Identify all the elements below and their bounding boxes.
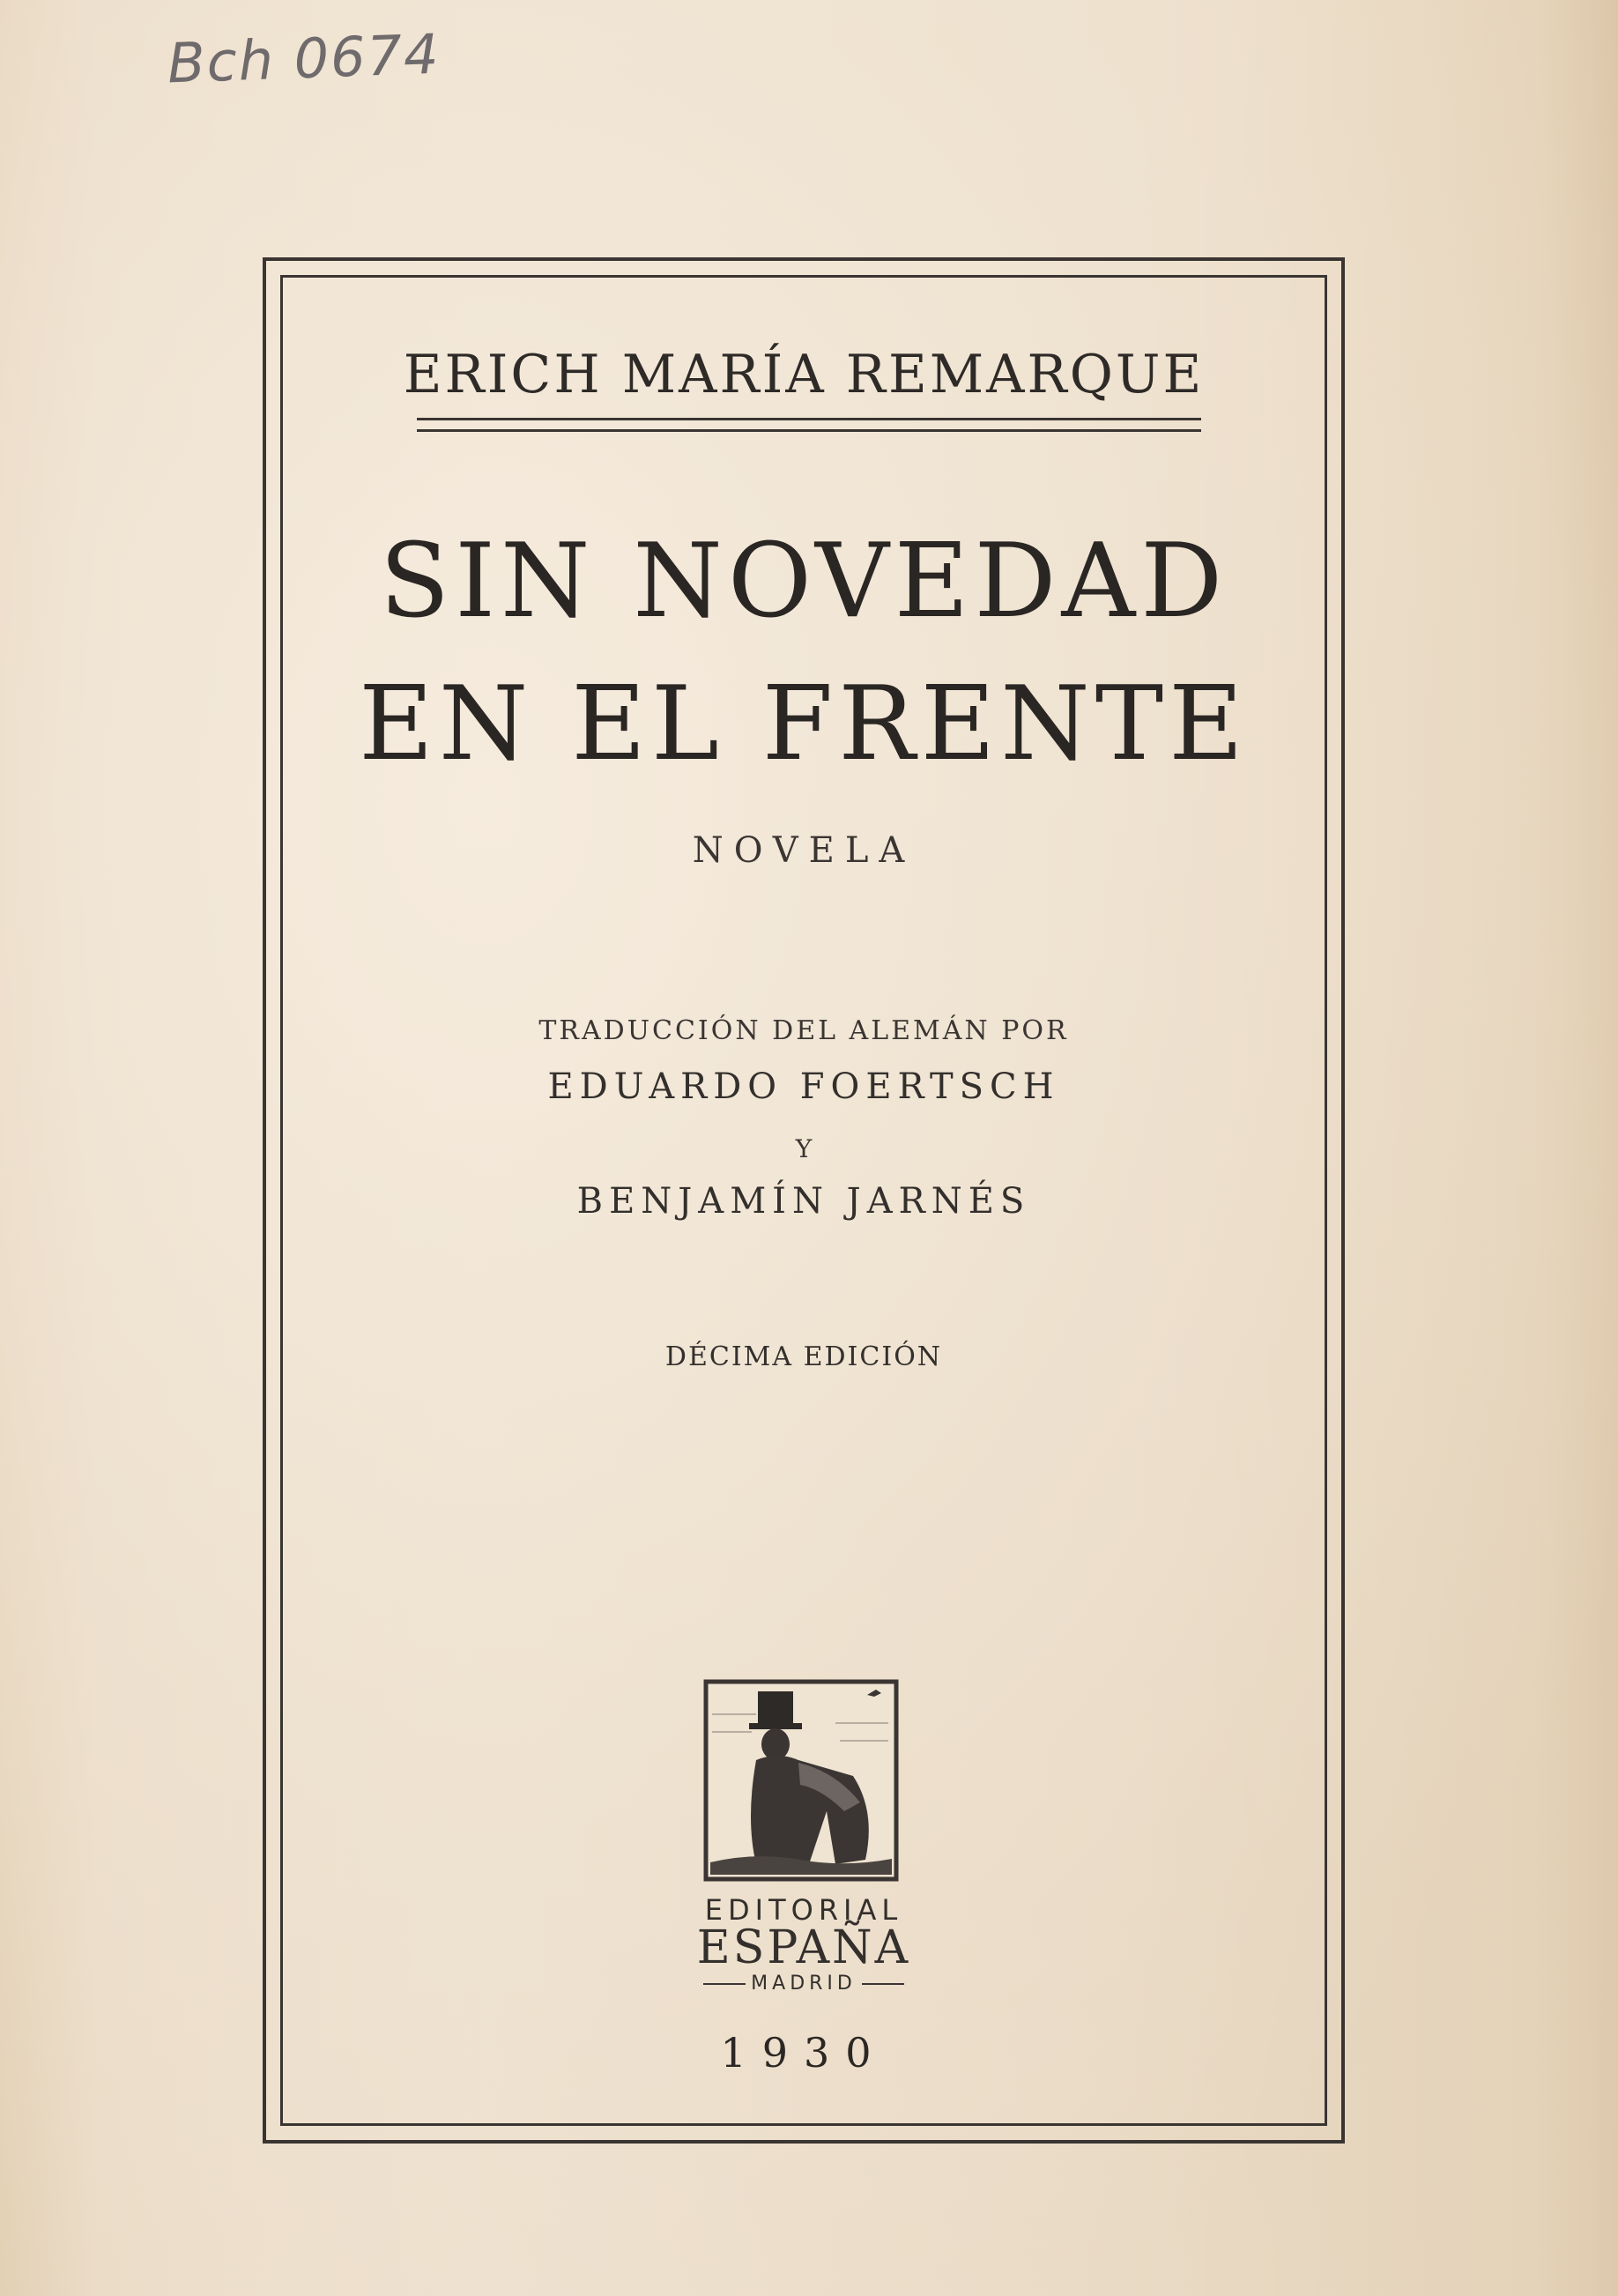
- handwritten-accession-number: Bch 0674: [166, 21, 442, 96]
- publisher-city: MADRID: [280, 1973, 1327, 1995]
- book-title-line-2: EN EL FRENTE: [359, 665, 1249, 784]
- genre-label: NOVELA: [692, 830, 916, 871]
- publication-year: 1930: [720, 2029, 887, 2077]
- translator-name-1: EDUARDO FOERTSCH: [547, 1066, 1060, 1107]
- translator-conjunction: Y: [795, 1134, 813, 1163]
- publisher-name: ESPAÑA: [696, 1921, 911, 1974]
- author-name: ERICH MARÍA REMARQUE: [403, 344, 1205, 405]
- title-page-content: [280, 275, 1327, 2126]
- translator-name-2: BENJAMÍN JARNÉS: [576, 1181, 1031, 1222]
- book-title-line-1: SIN NOVEDAD: [379, 522, 1228, 641]
- author-double-rule: [417, 418, 1201, 432]
- publisher-emblem-icon: [703, 1679, 899, 1882]
- edition-label: DÉCIMA EDICIÓN: [664, 1341, 943, 1372]
- publisher-line-editorial: EDITORIAL: [704, 1893, 903, 1927]
- translation-credit: TRADUCCIÓN DEL ALEMÁN POR: [538, 1015, 1069, 1046]
